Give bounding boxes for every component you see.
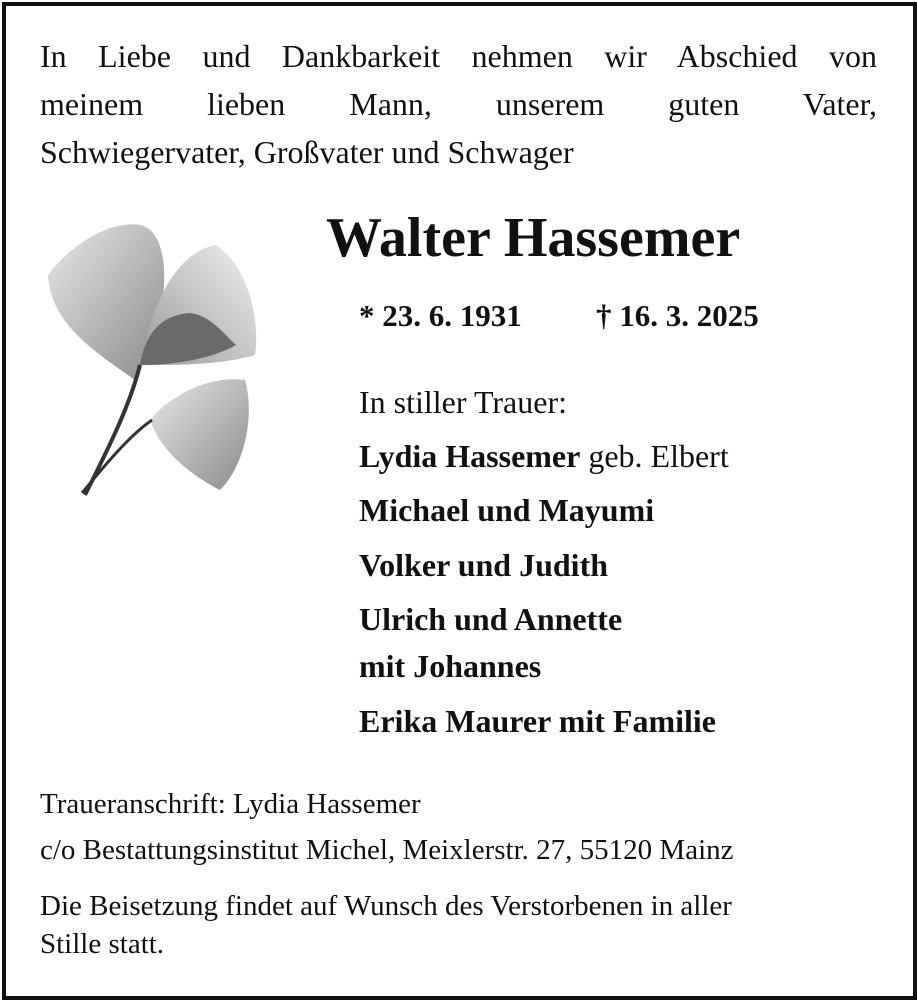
address-line: c/o Bestattungsinstitut Michel, Meixlerstr. 27, 55120 Mainz [40,834,734,866]
mourner-line: Volker und Judith [359,547,609,583]
funeral-note: Stille statt. [40,928,165,960]
intro-line: In Liebe und Dankbarkeit nehmen wir Abschied von [40,38,877,74]
mourner-line: mit Johannes [359,648,542,684]
deceased-name: Walter Hassemer [326,207,741,269]
intro-text [40,32,877,176]
death-date: † 16. 3. 2025 [596,298,759,333]
mourner-line: Erika Maurer mit Familie [359,703,716,739]
ginkgo-leaf-icon [40,215,265,500]
funeral-note: Die Beisetzung findet auf Wunsch des Verstorbenen in aller [40,890,732,922]
intro-line: Schwiegervater, Großvater und Schwager [40,134,574,170]
intro-line: meinem lieben Mann, unserem guten Vater, [40,86,877,122]
mourner-line: Ulrich und Annette [359,601,623,637]
mourner-line: Michael und Mayumi [359,492,655,528]
mourners-heading: In stiller Trauer: [359,384,567,420]
mourner-line [359,438,729,475]
mourner-name: Lydia Hassemer [359,438,581,474]
address-line: Traueranschrift: Lydia Hassemer [40,788,421,820]
mourner-maiden-name: geb. Elbert [580,438,729,474]
birth-date: * 23. 6. 1931 [359,298,522,333]
